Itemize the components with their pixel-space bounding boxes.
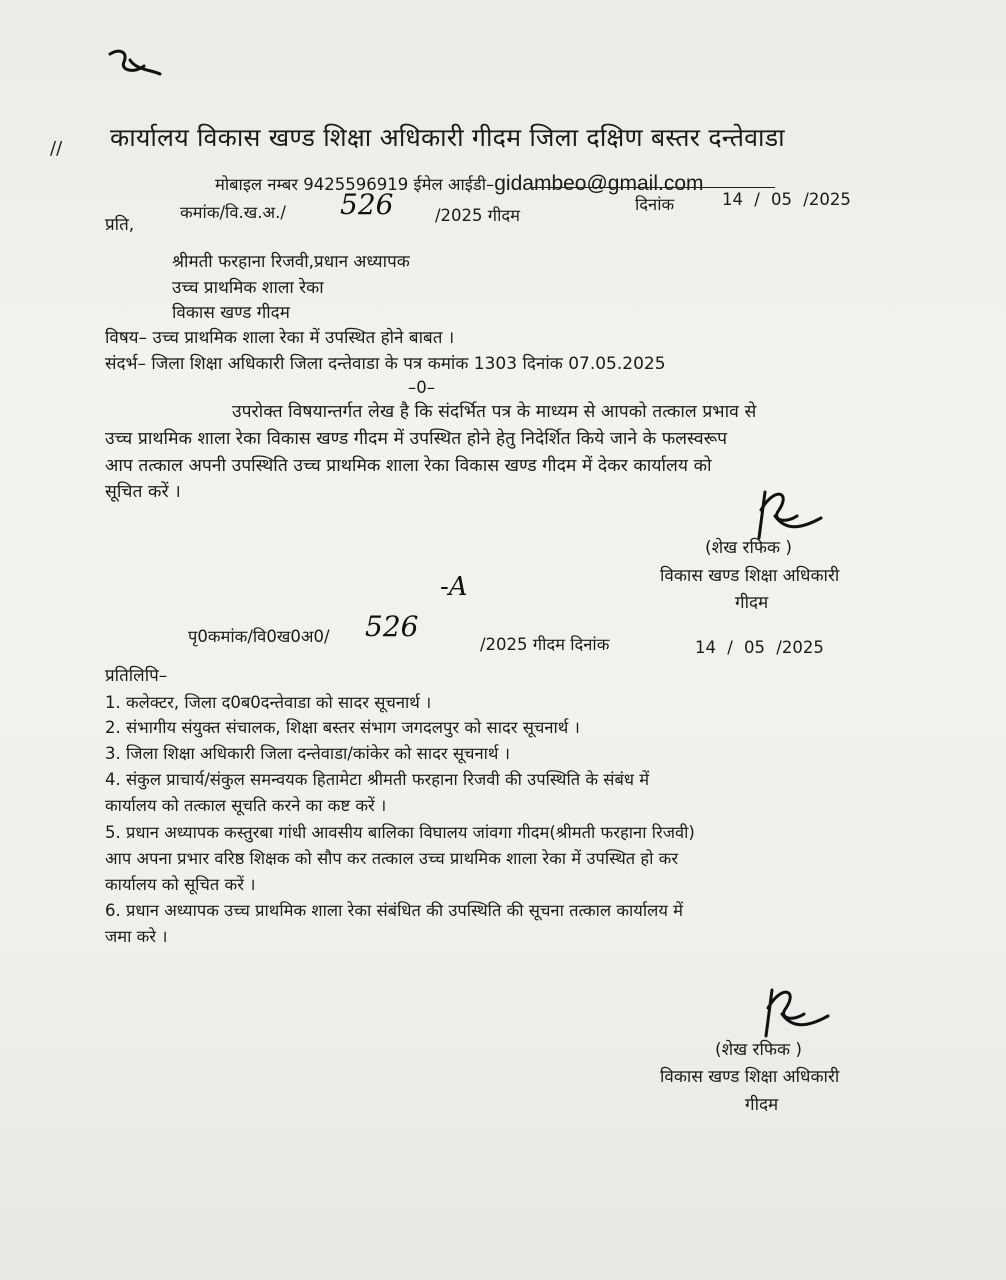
copy-item: जमा करे । <box>105 927 168 946</box>
copy-item: कार्यालय को सूचित करें । <box>105 875 256 894</box>
ref-prefix: कमांक/वि.ख.अ./ <box>180 203 286 222</box>
email-address: gidambeo@gmail.com <box>494 172 704 195</box>
ref-suffix: /2025 गीदम <box>435 206 520 225</box>
ref2-suffix: /2025 गीदम दिनांक <box>480 635 610 654</box>
body-line: उपरोक्त विषयान्तर्गत लेख है कि संदर्भित पत्र के माध्यम से आपको तत्काल प्रभाव से <box>232 402 757 422</box>
copy-item: 3. जिला शिक्षा अधिकारी जिला दन्तेवाडा/कांकेर को सादर सूचनार्थ । <box>105 744 510 763</box>
copy-item: 1. कलेक्टर, जिला द0ब0दन्तेवाडा को सादर सूचनार्थ । <box>105 693 432 712</box>
margin-mark: // <box>50 138 63 159</box>
to-line: श्रीमती फरहाना रिजवी,प्रधान अध्यापक <box>172 252 410 272</box>
ref2-date: 14 / 05 /2025 <box>695 638 824 657</box>
copy-item: 4. संकुल प्राचार्य/संकुल समन्वयक हितामेटा श्रीमती फरहाना रिजवी की उपस्थिति के संबंध में <box>105 770 650 789</box>
signer-name: (शेख रफिक ) <box>705 538 793 558</box>
body-line: उच्च प्राथमिक शाला रेका विकास खण्ड गीदम में उपस्थित होने हेतु निदेर्शित किये जाने के फलस्वरूप <box>105 429 728 449</box>
body-line: सूचित करें । <box>105 482 181 502</box>
signer-place: गीदम <box>735 593 769 613</box>
handwritten-mark-top <box>100 40 170 85</box>
signer-designation: विकास खण्ड शिक्षा अधिकारी <box>660 1067 840 1087</box>
subject-line: विषय– उच्च प्राथमिक शाला रेका में उपस्थित होने बाबत । <box>105 328 455 348</box>
signer-name: (शेख रफिक ) <box>715 1040 803 1060</box>
ref2-prefix: पृ0कमांक/वि0ख0अ0/ <box>188 627 330 646</box>
copy-item: आप अपना प्रभार वरिष्ठ शिक्षक को सौप कर तत्काल उच्च प्राथमिक शाला रेका में उपस्थित हो कर <box>105 849 679 868</box>
copy-item: 5. प्रधान अध्यापक कस्तुरबा गांधी आवसीय बालिका विघालय जांवगा गीदम(श्रीमती फरहाना रिजवी) <box>105 823 695 842</box>
ref-number-handwritten: 526 <box>340 188 394 221</box>
to-line: उच्च प्राथमिक शाला रेका <box>172 278 324 298</box>
handwritten-mark-a: -A <box>440 572 468 602</box>
body-line: आप तत्काल अपनी उपस्थिति उच्च प्राथमिक शाला रेका विकास खण्ड गीदम में देकर कार्यालय को <box>105 456 712 476</box>
contact-line <box>215 172 704 196</box>
email-underline <box>530 187 775 188</box>
date-value: 14 / 05 /2025 <box>722 190 851 209</box>
mobile-email-prefix: मोबाइल नम्बर 9425596919 ईमेल आईडी– <box>215 175 495 194</box>
copy-item: 2. संभागीय संयुक्त संचालक, शिक्षा बस्तर संभाग जगदलपुर को सादर सूचनार्थ । <box>105 718 580 737</box>
ref2-number-handwritten: 526 <box>365 610 419 643</box>
copy-item: कार्यालय को तत्काल सूचति करने का कष्ट करें । <box>105 796 387 815</box>
signer-place: गीदम <box>745 1095 779 1115</box>
copy-item: 6. प्रधान अध्यापक उच्च प्राथमिक शाला रेका संबंधित की उपस्थिति की सूचना तत्काल कार्यालय में <box>105 901 683 920</box>
to-label: प्रति, <box>105 215 135 235</box>
office-title: कार्यालय विकास खण्ड शिक्षा अधिकारी गीदम जिला दक्षिण बस्तर दन्तेवाडा <box>110 123 785 152</box>
reference-line: संदर्भ– जिला शिक्षा अधिकारी जिला दन्तेवाडा के पत्र कमांक 1303 दिनांक 07.05.2025 <box>105 354 666 374</box>
separator: –0– <box>408 378 435 397</box>
copy-label: प्रतिलिपि– <box>105 666 168 686</box>
to-line: विकास खण्ड गीदम <box>172 303 290 323</box>
signer-designation: विकास खण्ड शिक्षा अधिकारी <box>660 566 840 586</box>
date-label: दिनांक <box>635 195 675 214</box>
